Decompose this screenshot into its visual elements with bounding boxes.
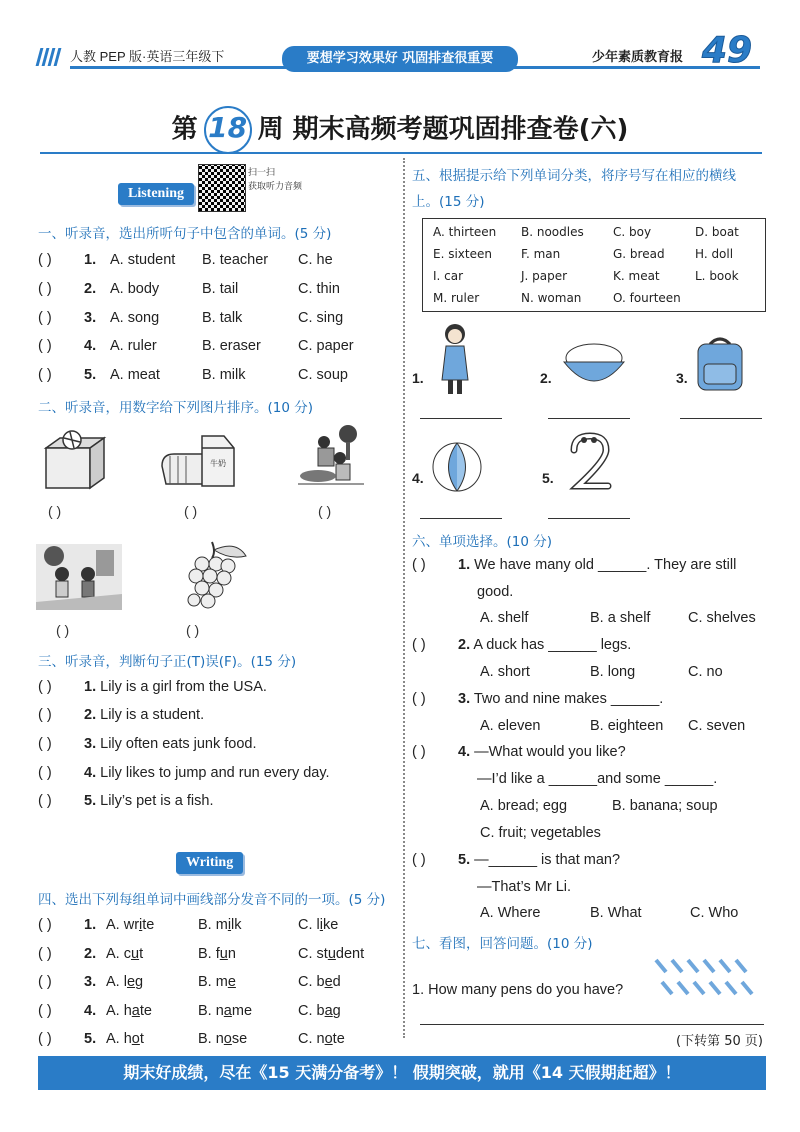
beach-ball-picture bbox=[430, 440, 484, 494]
question-row bbox=[412, 691, 663, 707]
question-row bbox=[38, 917, 96, 933]
answer-parentheses[interactable]: ( ) bbox=[38, 367, 52, 383]
question-row bbox=[412, 637, 631, 653]
answer-blank[interactable] bbox=[420, 418, 502, 419]
word-bank bbox=[422, 218, 766, 312]
qr-caption-line: 扫一扫 bbox=[248, 168, 276, 178]
section-3-heading: 三、听录音，判断句子正(T)误(F)。(15 分) bbox=[38, 654, 297, 670]
question-number: 1. bbox=[84, 917, 97, 933]
question-row bbox=[38, 765, 330, 781]
word-item: O. fourteen bbox=[613, 291, 681, 305]
option-c: C. like bbox=[298, 917, 339, 933]
option-a: A. student bbox=[110, 252, 176, 268]
answer-parentheses[interactable]: ( ) bbox=[38, 310, 52, 326]
answer-parentheses[interactable]: ( ) bbox=[38, 946, 52, 962]
question-row bbox=[38, 679, 267, 695]
question-row bbox=[412, 557, 736, 573]
question-number: 1. bbox=[458, 557, 471, 573]
week-number-badge: 18 bbox=[204, 106, 252, 154]
title-rule bbox=[40, 152, 762, 154]
answer-parentheses[interactable]: ( ) bbox=[38, 281, 52, 297]
section-5-heading-line2: 上。(15 分) bbox=[412, 194, 485, 210]
word-item: M. ruler bbox=[433, 291, 480, 305]
answer-parentheses[interactable]: ( ) bbox=[38, 765, 52, 781]
option-c: C. sing bbox=[298, 310, 344, 326]
statement-text: Lily is a girl from the USA. bbox=[100, 679, 267, 695]
picture-number: 2. bbox=[540, 370, 552, 386]
option-b: B. eraser bbox=[202, 338, 261, 354]
option-c: C. seven bbox=[688, 718, 746, 734]
bread-milk-picture bbox=[158, 426, 248, 492]
option-a: A. song bbox=[110, 310, 160, 326]
children-playing-picture bbox=[290, 424, 372, 494]
statement-text: Lily’s pet is a fish. bbox=[100, 793, 214, 809]
question-number: 1. bbox=[84, 679, 97, 695]
question-row bbox=[412, 852, 620, 868]
word-item: K. meat bbox=[613, 269, 660, 283]
column-divider bbox=[403, 158, 405, 1038]
option-a: A. eleven bbox=[480, 718, 541, 734]
option-c: C. thin bbox=[298, 281, 340, 297]
question-text: 1. How many pens do you have? bbox=[412, 982, 624, 998]
question-row bbox=[38, 310, 96, 326]
question-number: 5. bbox=[84, 1031, 97, 1047]
option-a: A. Where bbox=[480, 905, 541, 921]
footer-banner: 期末好成绩，尽在《15 天满分备考》！ 假期突破，就用《14 天假期赶超》！ bbox=[38, 1056, 766, 1090]
writing-tag: Writing bbox=[176, 852, 243, 874]
option-c: C. paper bbox=[298, 338, 354, 354]
answer-parentheses[interactable]: ( ) bbox=[38, 917, 52, 933]
answer-blank[interactable] bbox=[548, 518, 630, 519]
answer-parentheses[interactable]: ( ) bbox=[318, 503, 332, 519]
option-a: A. short bbox=[480, 664, 530, 680]
woman-picture bbox=[430, 320, 480, 400]
option-b: B. milk bbox=[202, 367, 246, 383]
word-item: G. bread bbox=[613, 247, 665, 261]
question-number: 3. bbox=[84, 736, 97, 752]
option-a: A. bread; egg bbox=[480, 798, 568, 814]
option-a: A. meat bbox=[110, 367, 160, 383]
option-b: B. tail bbox=[202, 281, 239, 297]
option-c: C. no bbox=[688, 664, 723, 680]
option-b: B. nose bbox=[198, 1031, 248, 1047]
question-text: —______ is that man? bbox=[474, 852, 621, 868]
option-c: C. bed bbox=[298, 974, 341, 990]
answer-blank[interactable] bbox=[680, 418, 762, 419]
statement-text: Lily often eats junk food. bbox=[100, 736, 257, 752]
header-edition: 人教 PEP 版·英语三年级下 bbox=[70, 49, 225, 64]
question-text: We have many old ______. They are still bbox=[474, 557, 737, 573]
answer-parentheses[interactable]: ( ) bbox=[38, 679, 52, 695]
question-text: Two and nine makes ______. bbox=[473, 691, 664, 707]
option-a: A. leg bbox=[106, 974, 144, 990]
question-text: A duck has ______ legs. bbox=[473, 637, 632, 653]
question-number: 4. bbox=[84, 338, 97, 354]
question-text-cont: good. bbox=[477, 584, 514, 600]
option-a: A. shelf bbox=[480, 610, 529, 626]
option-c: C. note bbox=[298, 1031, 345, 1047]
answer-parentheses[interactable]: ( ) bbox=[38, 338, 52, 354]
grapes-picture bbox=[172, 538, 252, 618]
question-number: 2. bbox=[84, 707, 97, 723]
picture-number: 3. bbox=[676, 370, 688, 386]
answer-parentheses[interactable]: ( ) bbox=[412, 744, 426, 760]
option-a: A. ruler bbox=[110, 338, 157, 354]
header-newspaper-name: 少年素质教育报 bbox=[592, 50, 684, 65]
question-number: 3. bbox=[458, 691, 471, 707]
word-item: B. noodles bbox=[521, 225, 584, 239]
header-stripes bbox=[38, 48, 62, 71]
answer-parentheses[interactable]: ( ) bbox=[38, 793, 52, 809]
word-item: H. doll bbox=[695, 247, 734, 261]
option-c: C. soup bbox=[298, 367, 348, 383]
number-two-picture bbox=[566, 432, 614, 494]
box-picture bbox=[40, 424, 110, 494]
answer-blank[interactable] bbox=[420, 518, 502, 519]
question-row bbox=[38, 252, 96, 268]
listening-tag: Listening bbox=[118, 183, 194, 205]
word-item: L. book bbox=[695, 269, 739, 283]
answer-parentheses[interactable]: ( ) bbox=[38, 1003, 52, 1019]
option-a: A. hate bbox=[106, 1003, 152, 1019]
picture-number: 4. bbox=[412, 470, 424, 486]
statement-text: Lily is a student. bbox=[100, 707, 205, 723]
word-item: E. sixteen bbox=[433, 247, 492, 261]
question-row bbox=[38, 707, 204, 723]
answer-parentheses[interactable]: ( ) bbox=[38, 736, 52, 752]
answer-parentheses[interactable]: ( ) bbox=[186, 622, 200, 638]
walking-picture bbox=[36, 544, 122, 610]
answer-parentheses[interactable]: ( ) bbox=[38, 1031, 52, 1047]
answer-parentheses[interactable]: ( ) bbox=[184, 503, 198, 519]
answer-parentheses[interactable]: ( ) bbox=[56, 622, 70, 638]
option-b: B. banana; soup bbox=[612, 798, 718, 814]
question-row bbox=[38, 1031, 96, 1047]
pens-picture bbox=[652, 956, 768, 1004]
option-b: B. fun bbox=[198, 946, 236, 962]
rice-bowl-picture bbox=[558, 340, 630, 392]
word-item: I. car bbox=[433, 269, 464, 283]
question-row bbox=[38, 1003, 96, 1019]
milk-label: 牛奶 bbox=[210, 459, 226, 468]
answer-parentheses[interactable]: ( ) bbox=[38, 707, 52, 723]
question-row bbox=[38, 974, 96, 990]
qr-code-icon[interactable] bbox=[198, 164, 246, 212]
word-item: F. man bbox=[521, 247, 561, 261]
answer-parentheses[interactable]: ( ) bbox=[412, 637, 426, 653]
page-number: 49 bbox=[702, 30, 753, 71]
question-row bbox=[412, 744, 626, 760]
option-c: C. Who bbox=[690, 905, 739, 921]
section-1-heading: 一、听录音，选出所听句子中包含的单词。(5 分) bbox=[38, 226, 332, 242]
question-number: 4. bbox=[84, 765, 97, 781]
question-number: 5. bbox=[84, 793, 97, 809]
statement-text: Lily likes to jump and run every day. bbox=[100, 765, 330, 781]
question-row bbox=[38, 946, 96, 962]
question-row bbox=[38, 281, 96, 297]
continued-note: (下转第 50 页) bbox=[676, 1034, 763, 1049]
question-row bbox=[38, 736, 257, 752]
title-text: 周 期末高频考题巩固排查卷(六) bbox=[257, 114, 629, 145]
option-a: A. cut bbox=[106, 946, 144, 962]
answer-blank[interactable] bbox=[420, 1024, 764, 1025]
question-text-cont: —I’d like a ______and some ______. bbox=[477, 771, 718, 787]
question-text: —What would you like? bbox=[474, 744, 626, 760]
section-7-heading: 七、看图，回答问题。(10 分) bbox=[412, 936, 593, 952]
option-c: C. fruit; vegetables bbox=[480, 825, 601, 841]
option-a: A. write bbox=[106, 917, 155, 933]
option-b: B. eighteen bbox=[590, 718, 664, 734]
option-b: B. long bbox=[590, 664, 636, 680]
section-2-heading: 二、听录音，用数字给下列图片排序。(10 分) bbox=[38, 400, 314, 416]
option-c: C. shelves bbox=[688, 610, 756, 626]
word-item: D. boat bbox=[695, 225, 739, 239]
option-c: C. student bbox=[298, 946, 365, 962]
question-number: 5. bbox=[84, 367, 97, 383]
option-c: C. bag bbox=[298, 1003, 341, 1019]
question-number: 4. bbox=[458, 744, 471, 760]
section-4-heading: 四、选出下列每组单词中画线部分发音不同的一项。(5 分) bbox=[38, 892, 386, 908]
option-c: C. he bbox=[298, 252, 333, 268]
question-row bbox=[38, 793, 214, 809]
qr-caption bbox=[248, 166, 302, 194]
answer-parentheses[interactable]: ( ) bbox=[48, 503, 62, 519]
question-number: 2. bbox=[84, 281, 97, 297]
answer-parentheses[interactable]: ( ) bbox=[38, 974, 52, 990]
section-5-heading: 五、根据提示给下列单词分类，将序号写在相应的横线 bbox=[412, 168, 736, 184]
option-b: B. me bbox=[198, 974, 236, 990]
question-number: 2. bbox=[84, 946, 97, 962]
question-number: 5. bbox=[458, 852, 471, 868]
header-banner: 要想学习效果好 巩固排查很重要 bbox=[282, 46, 518, 72]
option-a: A. body bbox=[110, 281, 160, 297]
picture-number: 5. bbox=[542, 470, 554, 486]
title-prefix: 第 bbox=[171, 114, 198, 145]
answer-parentheses[interactable]: ( ) bbox=[412, 691, 426, 707]
option-b: B. milk bbox=[198, 917, 242, 933]
option-b: B. name bbox=[198, 1003, 253, 1019]
option-b: B. teacher bbox=[202, 252, 269, 268]
word-item: A. thirteen bbox=[433, 225, 497, 239]
question-text-cont: —That’s Mr Li. bbox=[477, 879, 572, 895]
question-number: 1. bbox=[84, 252, 97, 268]
picture-number: 1. bbox=[412, 370, 424, 386]
option-b: B. a shelf bbox=[590, 610, 651, 626]
word-item: C. boy bbox=[613, 225, 652, 239]
question-number: 2. bbox=[458, 637, 471, 653]
question-row bbox=[38, 338, 96, 354]
option-a: A. hot bbox=[106, 1031, 144, 1047]
answer-parentheses[interactable]: ( ) bbox=[412, 852, 426, 868]
answer-parentheses[interactable]: ( ) bbox=[38, 252, 52, 268]
schoolbag-picture bbox=[692, 334, 748, 394]
question-number: 3. bbox=[84, 310, 97, 326]
option-b: B. talk bbox=[202, 310, 243, 326]
qr-caption-line: 获取听力音频 bbox=[248, 182, 303, 192]
word-item: N. woman bbox=[521, 291, 582, 305]
option-b: B. What bbox=[590, 905, 642, 921]
section-6-heading: 六、单项选择。(10 分) bbox=[412, 534, 553, 550]
page-title bbox=[0, 106, 800, 154]
word-item: J. paper bbox=[521, 269, 568, 283]
question-number: 3. bbox=[84, 974, 97, 990]
answer-parentheses[interactable]: ( ) bbox=[412, 557, 426, 573]
question-row bbox=[38, 367, 96, 383]
question-number: 4. bbox=[84, 1003, 97, 1019]
answer-blank[interactable] bbox=[548, 418, 630, 419]
